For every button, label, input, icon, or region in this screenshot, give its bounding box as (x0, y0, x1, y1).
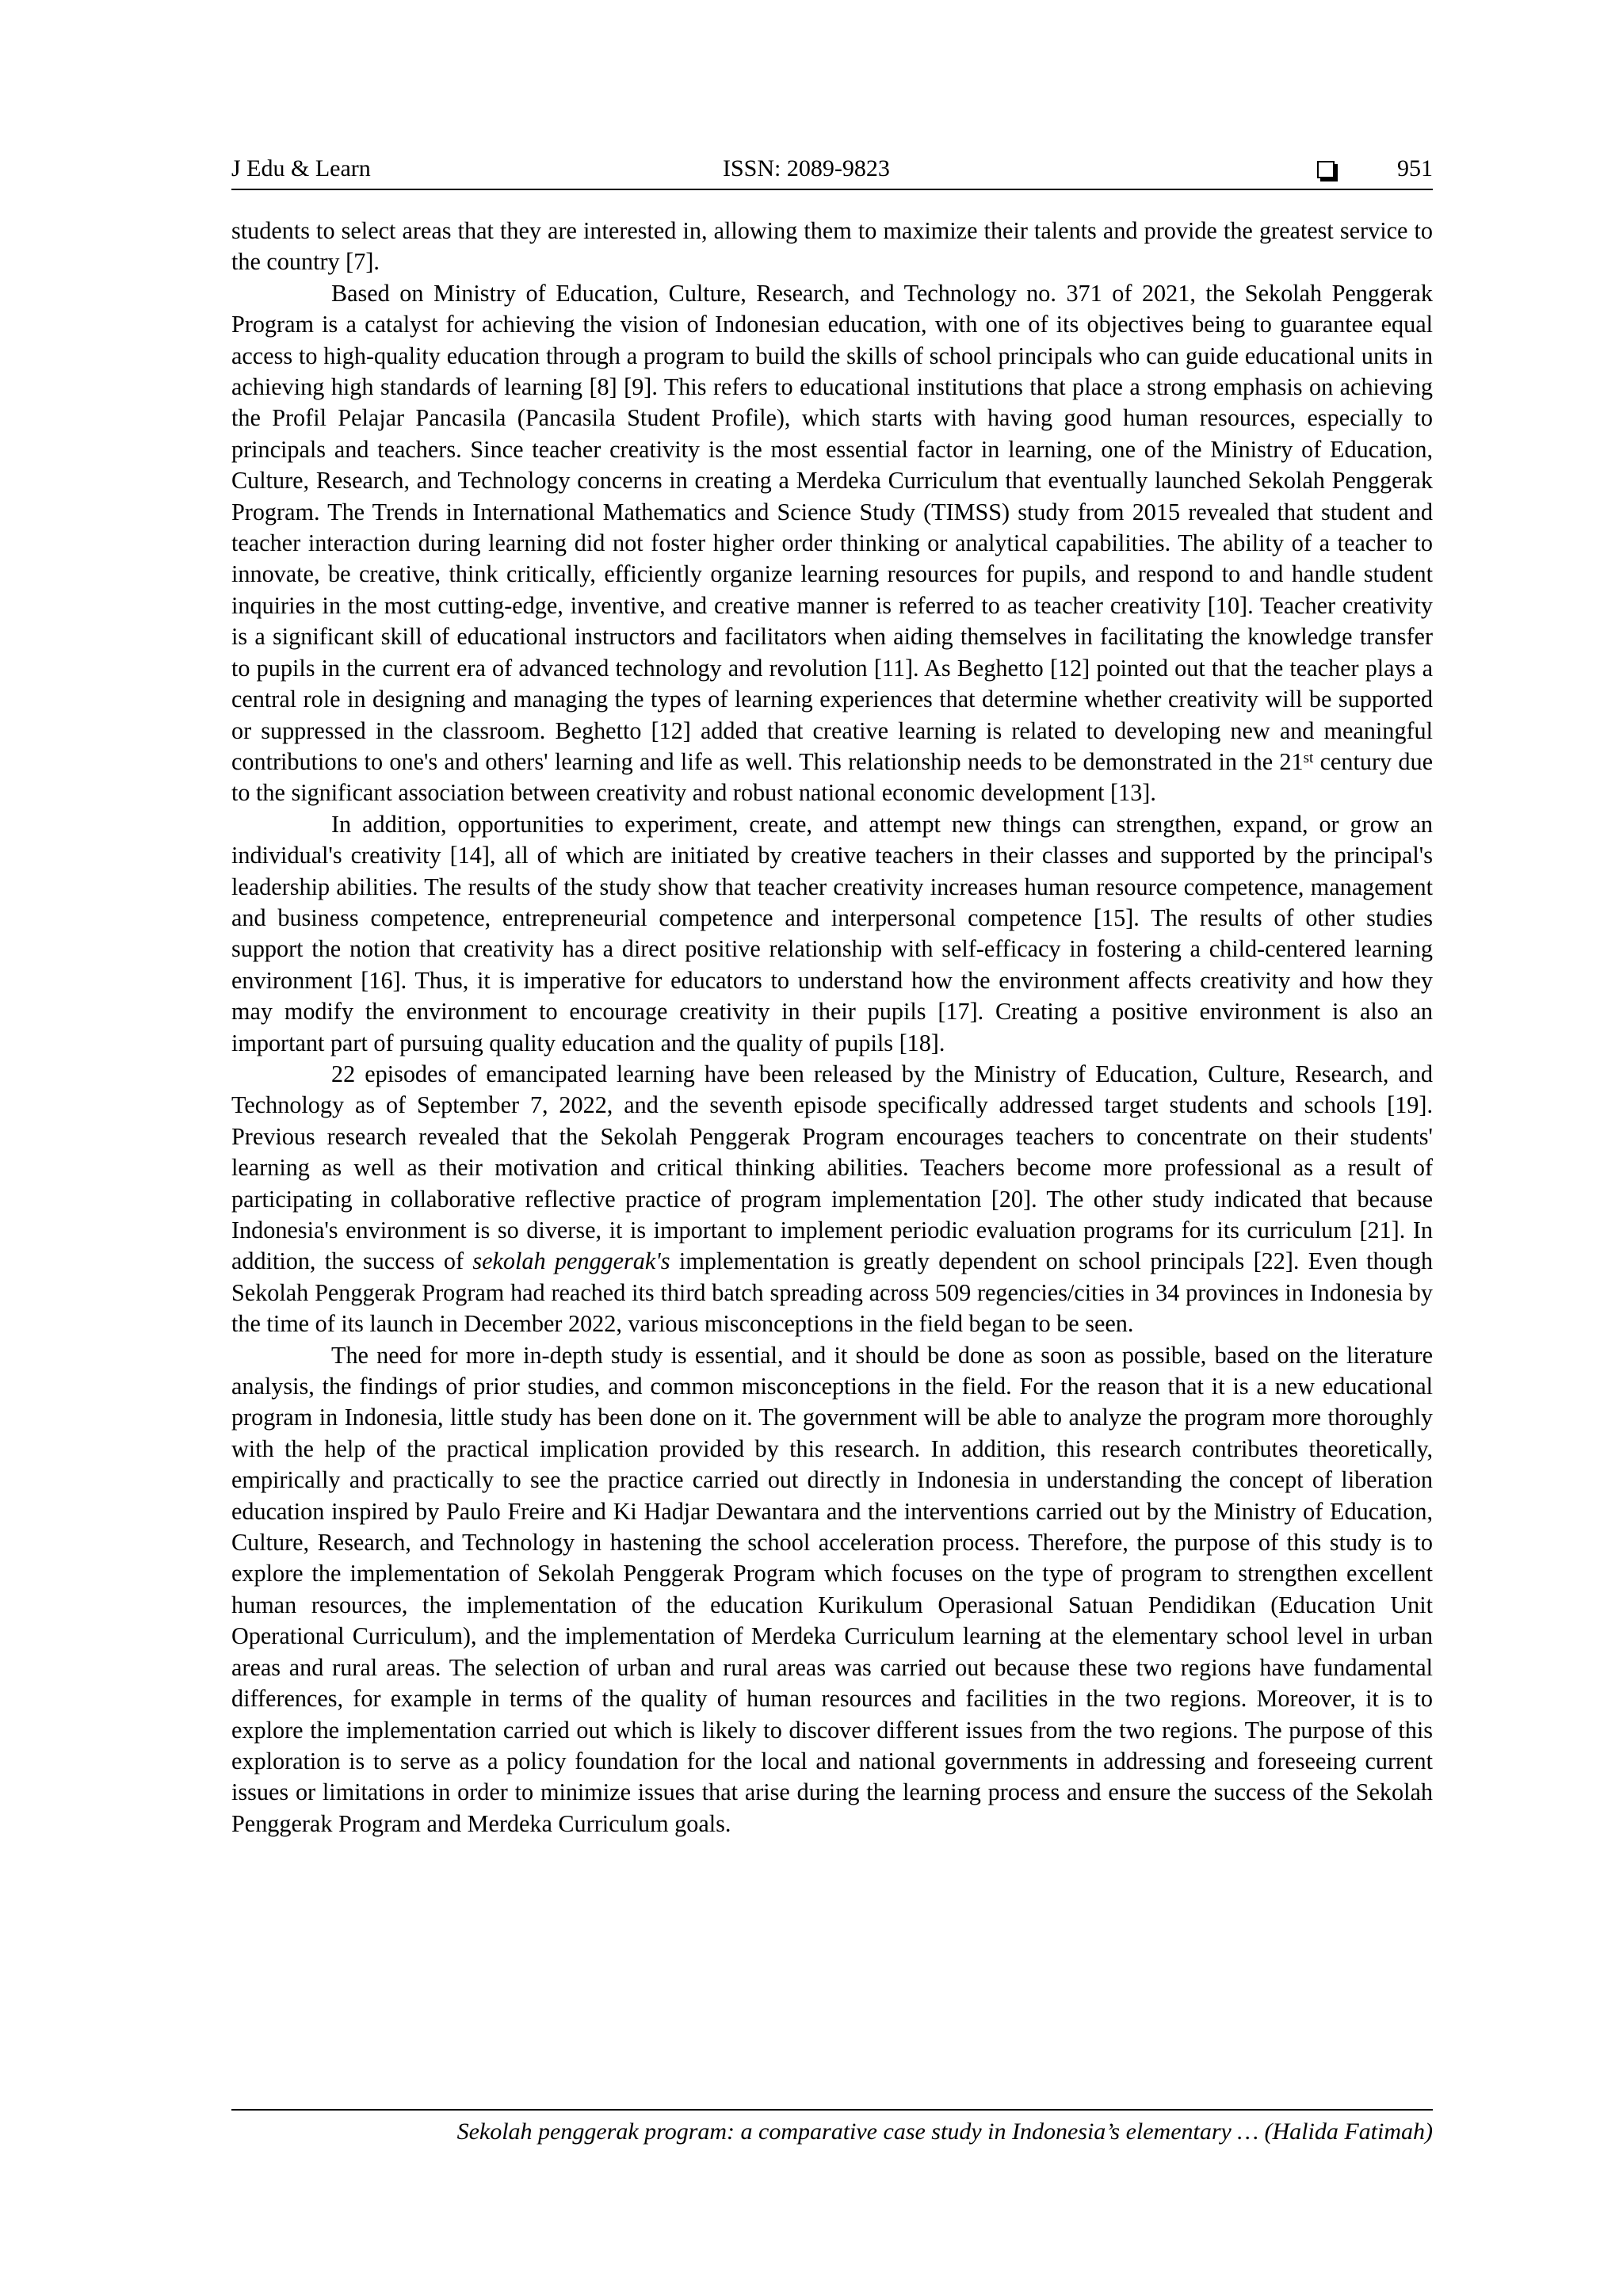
paragraph-creativity: In addition, opportunities to experiment, create, and attempt new things can strengthen, expand, or grow an individual's creativity [14], all of which are initiated by creative teachers in their classes and supported by the principal's leadership abilities. The results of the study show that teacher creativity increases human resource competence, management and business competence, entrepreneurial competence and interpersonal competence [15]. The results of other studies support the notion that creativity has a direct positive relationship with self-efficacy in fostering a child-centered learning environment [16]. Thus, it is imperative for educators to understand how the environment affects creativity and how they may modify the environment to encourage creativity in their pupils [17]. Creating a positive environment is also an important part of pursuing quality education and the quality of pupils [18]. (231, 810, 1433, 1056)
journal-name: J Edu & Learn (231, 155, 371, 181)
paragraph-text: implementation is greatly dependent on school principals [22]. Even though Sekolah Penggerak Program had reached its third batch spreading across 509 regencies/cities in 34 provinces in Indonesia by the time of its launch in December 2022, various misconceptions in the field began to be seen. (231, 1247, 1433, 1338)
paragraph-episodes (231, 1059, 1433, 1340)
superscript-ordinal: st (1303, 749, 1314, 766)
paragraph-text: 22 episodes of emancipated learning have been released by the Ministry of Education, Culture, Research, and Technology as of September 7, 2022, and the seventh episode specifically addressed target students and schools [19]. Previous research revealed that the Sekolah Penggerak Program encourages teachers to concentrate on their students' learning as well as their motivation and critical thinking abilities. Teachers become more professional as a result of participating in collaborative reflective practice of program implementation [20]. The other study indicated that because Indonesia's environment is so diverse, it is important to implement periodic evaluation programs for its curriculum [21]. In addition, the success of (231, 1060, 1433, 1275)
paragraph-study-purpose: The need for more in-depth study is essential, and it should be done as soon as possible, based on the literature analysis, the findings of prior studies, and common misconceptions in the field. For the reason that it is a new educational program in Indonesia, little study has been done on it. The government will be able to analyze the program more thoroughly with the help of the practical implication provided by this research. In addition, this research contributes theoretically, empirically and practically to see the practice carried out directly in Indonesia in understanding the concept of liberation education inspired by Paulo Freire and Ki Hadjar Dewantara and the interventions carried out by the Ministry of Education, Culture, Research, and Technology in hastening the school acceleration process. Therefore, the purpose of this study is to explore the implementation of Sekolah Penggerak Program which focuses on the type of program to strengthen excellent human resources, the implementation of the education Kurikulum Operasional Satuan Pendidikan (Education Unit Operational Curriculum), and the implementation of Merdeka Curriculum learning at the elementary school level in urban areas and rural areas. The selection of urban and rural areas was carried out because these two regions have fundamental differences, for example in terms of the quality of human resources and facilities in the two regions. Moreover, it is to explore the implementation carried out which is likely to discover different issues from the two regions. The purpose of this exploration is to serve as a policy foundation for the local and national governments in addressing and foreseeing current issues or limitations in order to minimize issues that arise during the learning process and ensure the success of the Sekolah Penggerak Program and Merdeka Curriculum goals. (231, 1341, 1433, 1837)
issn-label: ISSN: 2089-9823 (723, 155, 890, 181)
running-title: Sekolah penggerak program: a comparative case study in Indonesia’s elementary … (Halida Fatimah) (456, 2118, 1433, 2145)
page-footer (231, 2109, 1433, 2145)
paragraph-text: Based on Ministry of Education, Culture, Research, and Technology no. 371 of 2021, the Sekolah Penggerak Program is a catalyst for achieving the vision of Indonesian education, with one of its objectives being to guarantee equal access to high-quality education through a program to build the skills of school principals who can guide educational units in achieving high standards of learning [8] [9]. This refers to educational institutions that place a strong emphasis on achieving the Profil Pelajar Pancasila (Pancasila Student Profile), which starts with having good human resources, especially to principals and teachers. Since teacher creativity is the most essential factor in learning, one of the Ministry of Education, Culture, Research, and Technology concerns in creating a Merdeka Curriculum that eventually launched Sekolah Penggerak Program. The Trends in International Mathematics and Science Study (TIMSS) study from 2015 revealed that student and teacher interaction during learning did not foster higher order thinking or analytical capabilities. The ability of a teacher to innovate, be creative, think critically, efficiently organize learning resources for pupils, and respond to and handle student inquiries in the most cutting-edge, inventive, and creative manner is referred to as teacher creativity [10]. Teacher creativity is a significant skill of educational instructors and facilitators when aiding themselves in facilitating the knowledge transfer to pupils in the current era of advanced technology and revolution [11]. As Beghetto [12] pointed out that the teacher plays a central role in designing and managing the types of learning experiences that determine whether creativity will be supported or suppressed in the classroom. Beghetto [12] added that creative learning is related to developing new and meaningful contributions to one's and others' learning and life as well. This relationship needs to be demonstrated in the 21 (231, 279, 1433, 775)
paragraph-sekolah-penggerak (231, 278, 1433, 809)
paragraph-continuation: students to select areas that they are interested in, allowing them to maximize their talents and provide the greatest service to the country [7]. (231, 217, 1433, 276)
italic-term: sekolah penggerak's (472, 1247, 670, 1275)
page-header (231, 151, 1433, 190)
paragraph-text: century due to the significant association between creativity and robust national economic development [13]. (231, 747, 1433, 807)
page-number: 951 (1397, 155, 1433, 181)
article-body (231, 216, 1433, 1839)
square-bullet-icon (1317, 161, 1335, 178)
